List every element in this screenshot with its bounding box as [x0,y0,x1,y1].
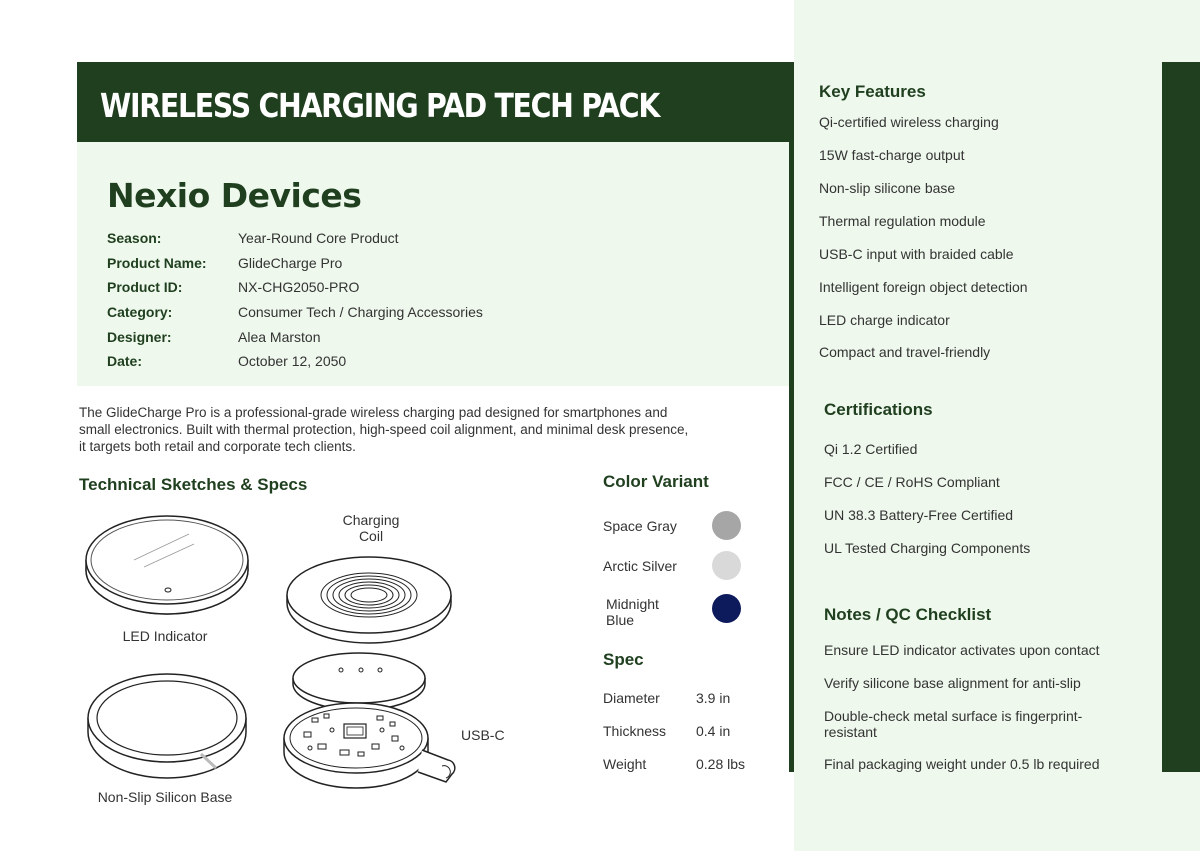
non-slip-base-label: Non-Slip Silicon Base [97,789,233,805]
right-accent-bar [1162,62,1200,772]
color-name-midnight-blue: Midnight Blue [606,596,659,628]
spec-value-thickness: 0.4 in [696,723,731,739]
notes-title: Notes / QC Checklist [824,605,992,624]
qc-item: Verify silicone base alignment for anti-slip [824,675,1081,691]
charging-coil-sketch [285,555,453,647]
info-value: Consumer Tech / Charging Accessories [238,304,483,320]
feature-item: 15W fast-charge output [819,147,965,163]
certification-item: FCC / CE / RoHS Compliant [824,474,1000,490]
feature-item: LED charge indicator [819,312,950,328]
feature-item: Thermal regulation module [819,213,986,229]
feature-item: Intelligent foreign object detection [819,279,1028,295]
spec-key-diameter: Diameter [603,690,660,706]
page-title: WIRELESS CHARGING PAD TECH PACK [100,86,660,125]
certification-item: UN 38.3 Battery-Free Certified [824,507,1014,523]
led-indicator-label: LED Indicator [122,628,208,644]
usb-c-label: USB-C [461,727,505,743]
qc-item: Ensure LED indicator activates upon contact [824,642,1100,658]
spec-key-weight: Weight [603,756,647,772]
swatch-arctic-silver [712,551,741,580]
sketches-title: Technical Sketches & Specs [79,475,308,494]
spec-value-diameter: 3.9 in [696,690,731,706]
info-value: NX-CHG2050-PRO [238,279,360,295]
info-key: Date: [107,353,143,369]
circuit-base-sketch [282,700,462,796]
color-variant-title: Color Variant [603,472,709,491]
qc-item: Final packaging weight under 0.5 lb required [824,756,1100,772]
qc-item: Double-check metal surface is fingerprint-resistant [824,708,1083,740]
feature-item: Non-slip silicone base [819,180,956,196]
certification-item: UL Tested Charging Components [824,540,1031,556]
product-description: The GlideCharge Pro is a professional-grade wireless charging pad designed for smartphones and small electronics. Built with thermal protection, high-speed coil alignment, and minimal desk presence, it targets both retail and corporate tech clients. [79,405,689,454]
product-info-box [77,142,789,386]
feature-item: Compact and travel-friendly [819,344,991,360]
led-pad-sketch [84,512,254,622]
swatch-midnight-blue [712,594,741,623]
info-value: Alea Marston [238,329,321,345]
info-value: October 12, 2050 [238,353,347,369]
info-value: GlideCharge Pro [238,255,343,271]
spec-key-thickness: Thickness [603,723,667,739]
feature-item: Qi-certified wireless charging [819,114,999,130]
info-key: Designer: [107,329,172,345]
brand-name: Nexio Devices [107,176,362,215]
charging-coil-label: Charging Coil [342,512,400,544]
info-key: Product ID: [107,279,183,295]
info-key: Season: [107,230,162,246]
info-value: Year-Round Core Product [238,230,399,246]
certification-item: Qi 1.2 Certified [824,441,918,457]
feature-item: USB-C input with braided cable [819,246,1014,262]
key-features-title: Key Features [819,82,926,101]
header-banner [77,62,794,142]
color-name-arctic-silver: Arctic Silver [603,558,677,574]
info-key: Product Name: [107,255,207,271]
vertical-divider [789,140,794,772]
info-key: Category: [107,304,173,320]
color-name-space-gray: Space Gray [603,518,677,534]
spec-title: Spec [603,650,644,669]
swatch-space-gray [712,511,741,540]
base-pad-sketch [86,672,250,784]
spec-value-weight: 0.28 lbs [696,756,746,772]
certifications-title: Certifications [824,400,933,419]
